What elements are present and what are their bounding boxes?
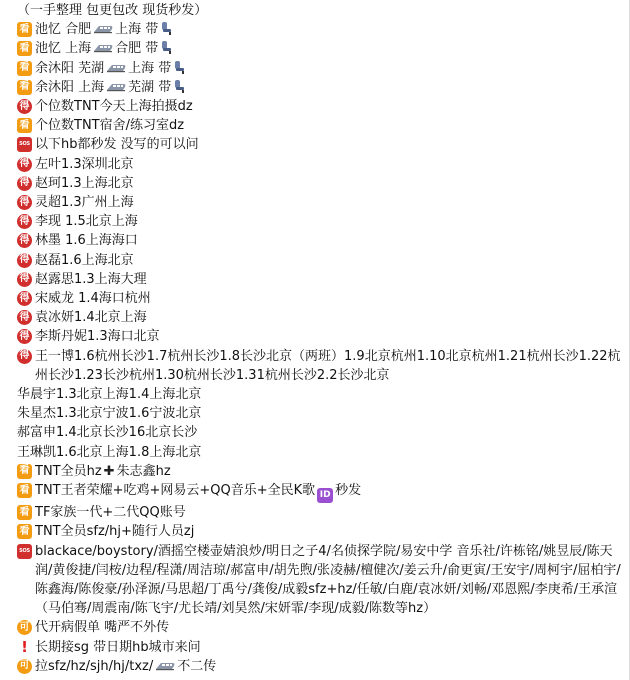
- kan-badge-icon: 看: [17, 61, 32, 76]
- list-item: [17, 503, 623, 522]
- list-item-text-after: 合肥 带: [115, 41, 159, 57]
- list-item-text: 林墨 1.6上海海口: [35, 233, 138, 249]
- list-item-text-after: 不二传: [177, 658, 217, 674]
- train-icon: [106, 63, 126, 73]
- sos-icon: SOS: [17, 544, 32, 559]
- seat-icon: [160, 40, 173, 54]
- list-item-text: blackace/boystory/酒摇空楼壶婧浪炒/明日之子4/名侦探学院/易安中学 音乐社/许栋铭/姚昱辰/陈天润/黄俊捷/闫桉/边程/程潇/周洁琼/郝富申/胡先煦/张凌赫/檀健次/姜云升/俞更寅/王安宇/周柯宇/屈柏宇/陈鑫海/陈俊豪/孙泽源/马思超/丁禹兮/龚俊/成毅sfz+hz/任敏/白鹿/袁冰妍/刘畅/邓恩熙/李庚希/王承渲（马伯骞/周震南/陈飞宇/尤长靖/刘昊然/宋妍霏/李现/成毅/陈数等hz）: [35, 543, 621, 617]
- seat-icon: [160, 21, 173, 35]
- list-item-text: 余沐阳 芜湖: [35, 60, 105, 76]
- de-badge-icon: 得: [17, 272, 32, 287]
- list-item: [17, 522, 623, 541]
- list-item-text: 长期接sg 带日期hb城市来问: [35, 639, 201, 655]
- kan-badge-icon: 看: [17, 505, 32, 520]
- list-item: [17, 481, 623, 503]
- list-item: [17, 231, 623, 250]
- de-badge-icon: 得: [17, 195, 32, 210]
- ke-badge-icon: 可: [17, 620, 32, 635]
- list-item: [17, 212, 623, 231]
- de-badge-icon: 得: [17, 310, 32, 325]
- header-text: （一手整理 包更包改 现货秒发）: [17, 3, 208, 18]
- list-item-text: 赵珂1.3上海北京: [35, 175, 134, 191]
- list-item-text: 李斯丹妮1.3海口北京: [35, 329, 160, 345]
- kan-badge-icon: 看: [17, 22, 32, 37]
- list-item-text-after: 上海 带: [115, 22, 159, 38]
- list-item: [17, 347, 623, 385]
- plus-icon: ✚: [103, 463, 115, 479]
- train-icon: [155, 661, 175, 671]
- list-item-text: 朱星杰1.3北京宁波1.6宁波北京: [17, 406, 202, 422]
- ke-badge-icon: 可: [17, 659, 32, 674]
- list-item-text-after: 秒发: [335, 483, 362, 499]
- sos-icon: SOS: [17, 137, 32, 152]
- kan-badge-icon: 看: [17, 483, 32, 498]
- list-item: [17, 39, 623, 58]
- list-item-text: 李现 1.5北京上海: [35, 214, 138, 230]
- de-badge-icon: 得: [17, 157, 32, 172]
- list-item: [17, 657, 623, 676]
- de-badge-icon: 得: [17, 99, 32, 114]
- list-item-text: 个位数TNT宿舍/练习室dz: [35, 118, 185, 134]
- list-item: [17, 174, 623, 193]
- list-item-text: TNT全员hz: [35, 463, 102, 479]
- list-item: [17, 78, 623, 97]
- list-item: [17, 462, 623, 481]
- list-item-text: 袁冰妍1.4北京上海: [35, 310, 147, 326]
- de-badge-icon: 得: [17, 233, 32, 248]
- list-item: [17, 97, 623, 116]
- de-badge-icon: 得: [17, 291, 32, 306]
- exclamation-icon: !: [21, 637, 28, 656]
- list-item-text: 赵露思1.3上海大理: [35, 271, 147, 287]
- list-item-text: 灵超1.3广州上海: [35, 195, 134, 211]
- list-item-text-after: 上海 带: [128, 60, 172, 76]
- list-item-text: 宋威龙 1.4海口杭州: [35, 291, 151, 307]
- kan-badge-icon: 看: [17, 80, 32, 95]
- list-item: [17, 308, 623, 327]
- id-icon: ID: [317, 488, 333, 503]
- list-item: [17, 116, 623, 135]
- list-item: [17, 155, 623, 174]
- list-item: [17, 270, 623, 289]
- list-item-text: 池忆 合肥: [35, 22, 92, 38]
- list-item-text: 以下hb都秒发 没写的可以问: [35, 137, 199, 153]
- train-icon: [93, 43, 113, 53]
- list-item: [17, 193, 623, 212]
- list-item-text: 王琳凯1.6北京上海1.8上海北京: [17, 444, 202, 460]
- list-item-text: TNT全员sfz/hj+随行人员zj: [35, 524, 195, 540]
- train-icon: [93, 24, 113, 34]
- list-item: [17, 135, 623, 154]
- list-item: [17, 423, 623, 442]
- kan-badge-icon: 看: [17, 464, 32, 479]
- train-icon: [106, 82, 126, 92]
- list-item-text: 代开病假单 嘴严不外传: [35, 620, 170, 636]
- list-item: [17, 20, 623, 39]
- seat-icon: [173, 79, 186, 93]
- list-item: [17, 404, 623, 423]
- list-item-text: 华晨宇1.3北京上海1.4上海北京: [17, 387, 202, 403]
- message-body: [17, 1, 623, 676]
- de-badge-icon: 得: [17, 214, 32, 229]
- kan-badge-icon: 看: [17, 41, 32, 56]
- list-item-text: 王一博1.6杭州长沙1.7杭州长沙1.8长沙北京（两班）1.9北京杭州1.10北京杭州1.21杭州长沙1.22杭州长沙1.23长沙杭州1.30杭州长沙1.31杭州长沙2.2长沙北京: [35, 348, 621, 383]
- de-badge-icon: 得: [17, 329, 32, 344]
- list-item-text: TNT王者荣耀+吃鸡+网易云+QQ音乐+全民K歌: [35, 483, 316, 499]
- list-item-text: 池忆 上海: [35, 41, 92, 57]
- de-badge-icon: 得: [17, 176, 32, 191]
- list-item: [17, 251, 623, 270]
- de-badge-icon: 得: [17, 253, 32, 268]
- list-item-text: 个位数TNT今天上海拍摄dz: [35, 99, 193, 115]
- de-badge-icon: 得: [17, 349, 32, 364]
- list-item-text: 赵磊1.6上海北京: [35, 252, 134, 268]
- seat-icon: [173, 60, 186, 74]
- kan-badge-icon: 看: [17, 118, 32, 133]
- kan-badge-icon: 看: [17, 524, 32, 539]
- list-item-text: 郝富申1.4北京长沙16北京长沙: [17, 425, 198, 441]
- list-item: [17, 638, 623, 657]
- list-item-text-after: 朱志鑫hz: [116, 463, 171, 479]
- list-item: [17, 59, 623, 78]
- list-item-text: 余沐阳 上海: [35, 79, 105, 95]
- list-item: [17, 542, 623, 619]
- list-item-text: 拉sfz/hz/sjh/hj/txz/: [35, 658, 154, 674]
- list-item-text: TF家族一代+二代QQ账号: [35, 505, 186, 521]
- list-item: [17, 618, 623, 637]
- list-item: [17, 289, 623, 308]
- list-item-text-after: 芜湖 带: [128, 79, 172, 95]
- header-line: [17, 1, 623, 20]
- list-item-text: 左叶1.3深圳北京: [35, 156, 134, 172]
- list-item: [17, 327, 623, 346]
- list-item: [17, 385, 623, 404]
- list-item: [17, 443, 623, 462]
